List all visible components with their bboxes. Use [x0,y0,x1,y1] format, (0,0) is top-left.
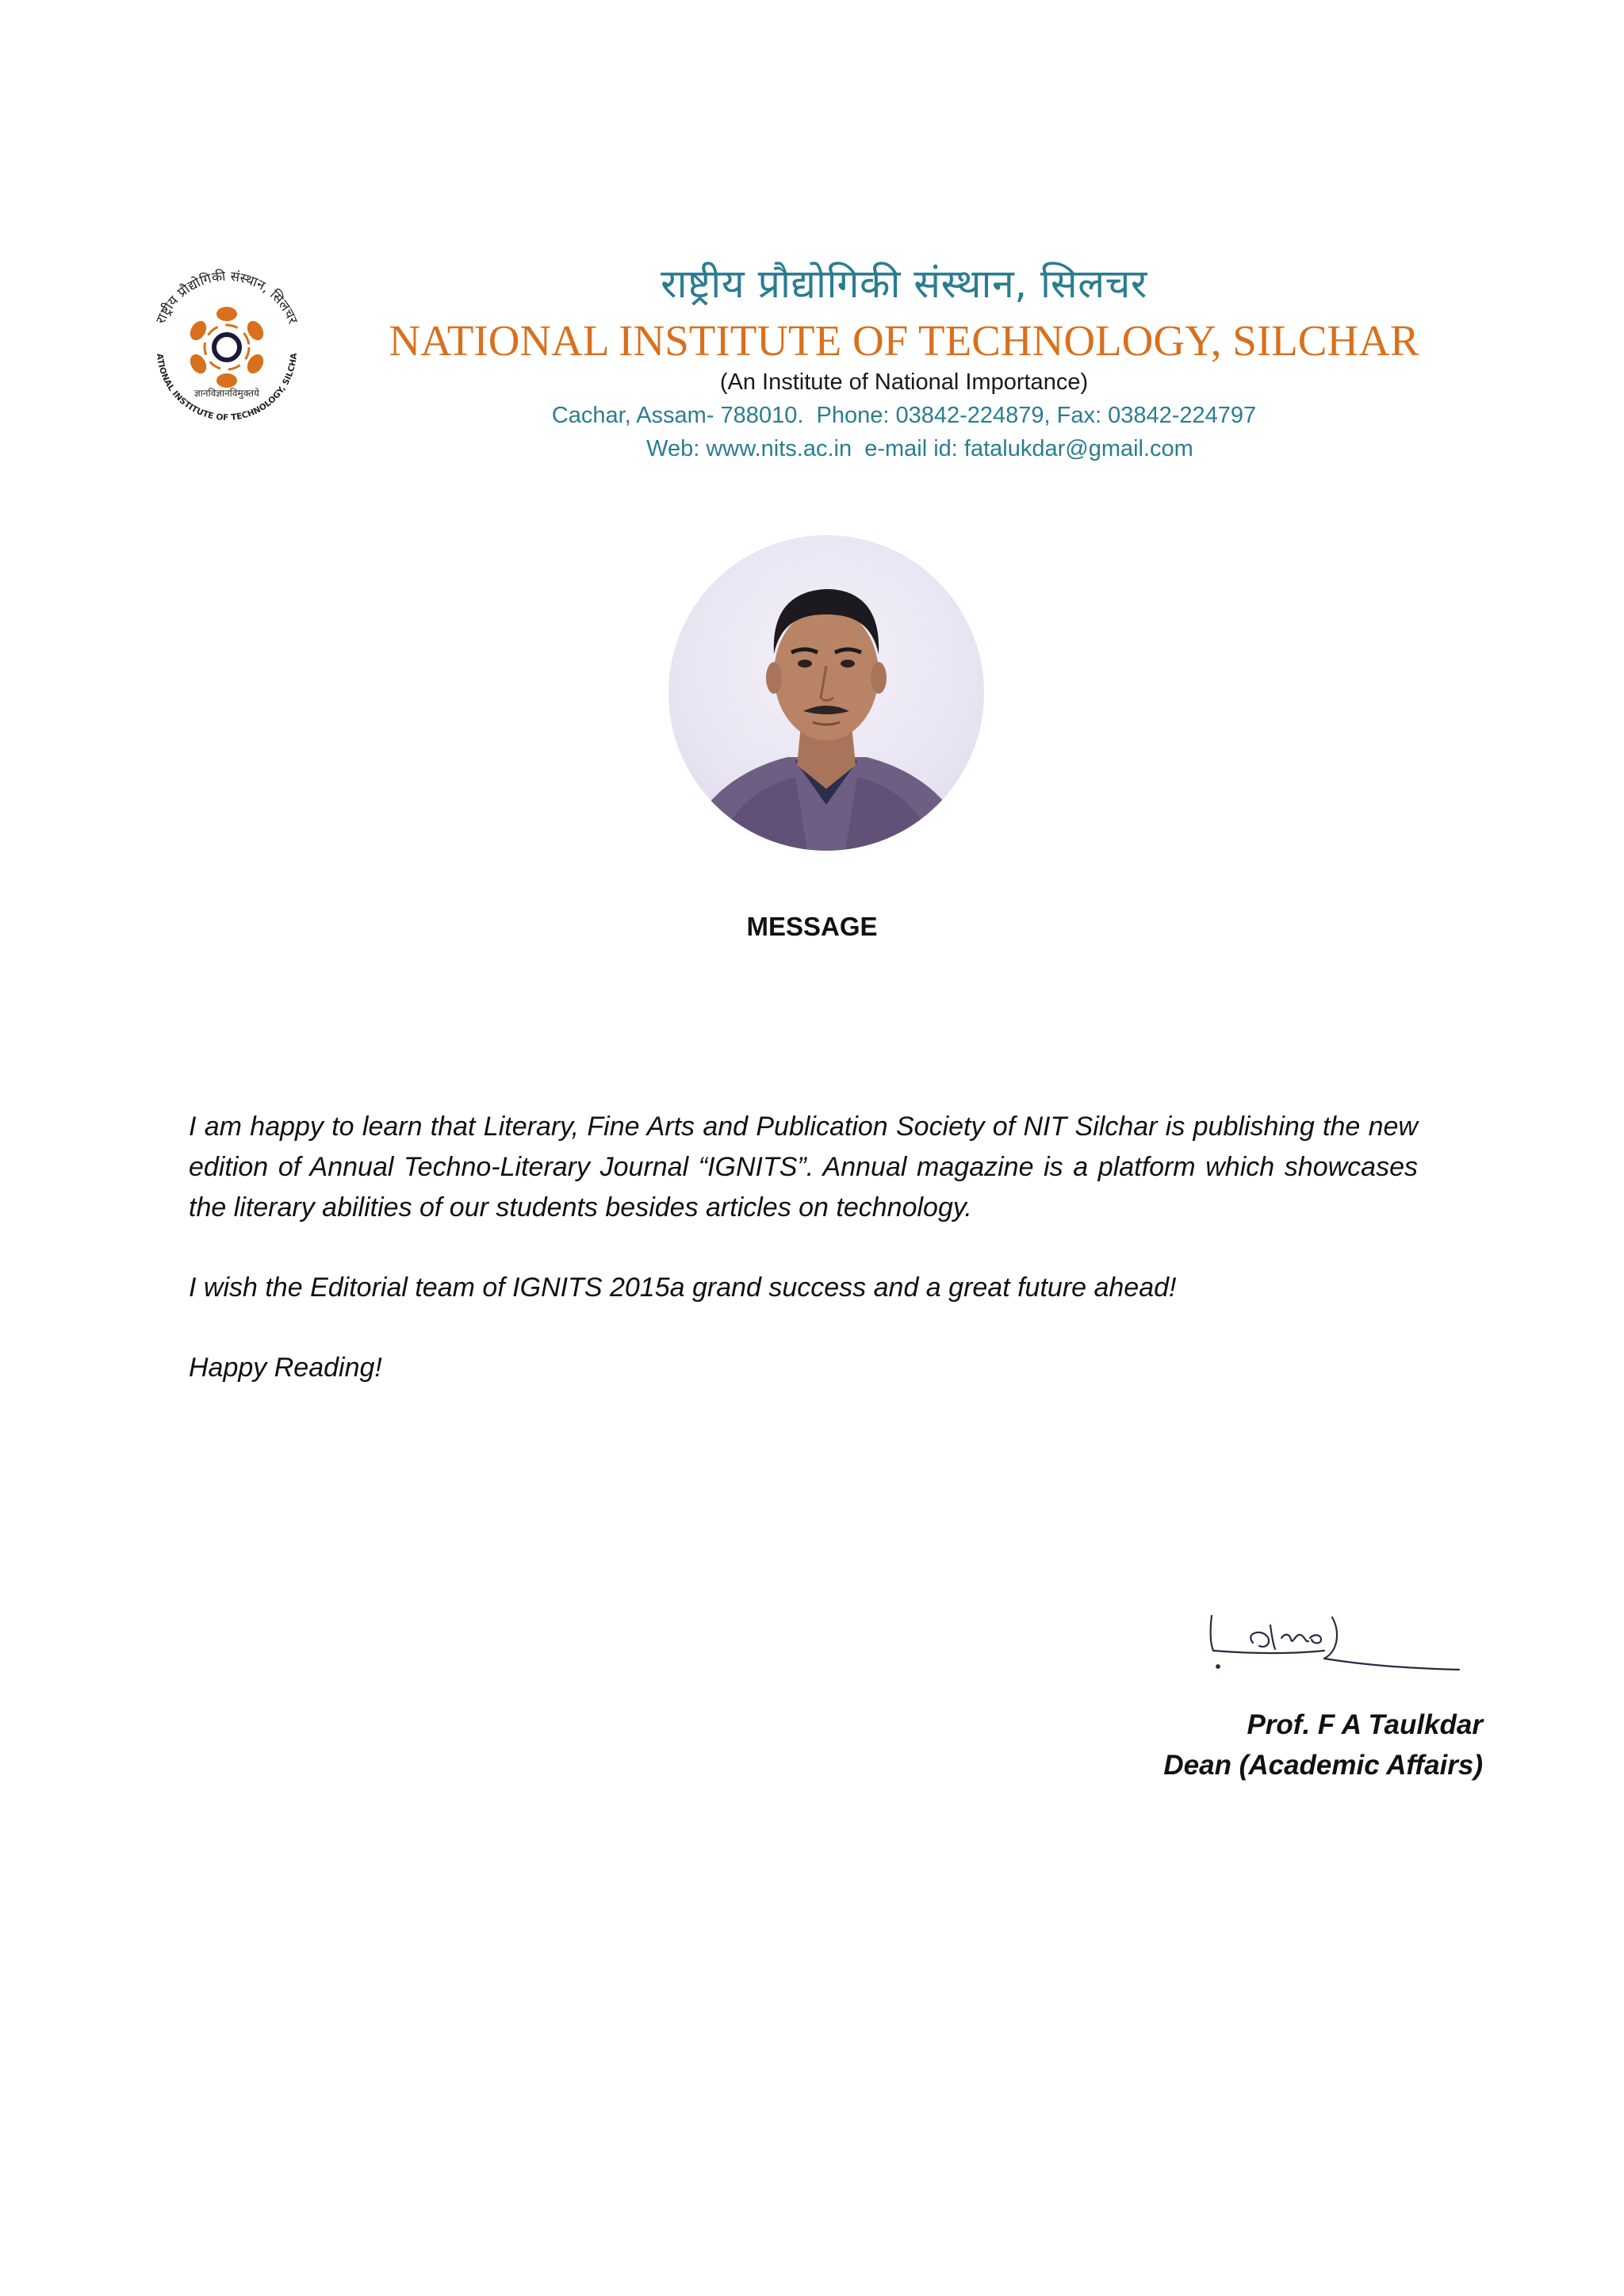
institute-hindi-title: राष्ट्रीय प्रौद्योगिकी संस्थान, सिलचर [661,261,1147,307]
signatory-title: Dean (Academic Affairs) [1163,1750,1483,1781]
message-body [189,1107,1418,1388]
message-paragraph: I am happy to learn that Literary, Fine Arts and Publication Society of NIT Silchar is publishing the new edition of Annual Techno-Literary Journal “IGNITS”. Annual magazine is a platform which showcases the literary abilities of our students besides articles on technology. [189,1112,1418,1223]
institute-subtitle: (An Institute of National Importance) [719,369,1089,395]
message-heading: MESSAGE [746,912,878,941]
message-paragraph: Happy Reading! [189,1353,382,1383]
logo-emblem-icon [141,262,312,433]
institute-english-title: NATIONAL INSTITUTE OF TECHNOLOGY, SILCHAR [389,316,1419,365]
contact-web-email: Web: www.nits.ac.in e-mail id: fatalukdar@gmail.com [646,436,1193,461]
institute-logo [141,262,312,433]
signatory-name: Prof. F A Taulkdar [1247,1709,1483,1740]
logo-top-text: राष्ट्रीय प्रौद्योगिकी संस्थान, सिलचर [153,268,301,327]
message-paragraph: I wish the Editorial team of IGNITS 2015a grand success and a great future ahead! [189,1272,1177,1303]
contact-address-phone: Cachar, Assam- 788010. Phone: 03842-224879, Fax: 03842-224797 [551,403,1257,428]
dean-portrait [668,535,984,851]
logo-bottom-text: ATIONAL INSTITUTE OF TECHNOLOGY, SILCHA [155,352,300,423]
portrait-photo-icon [668,535,984,851]
logo-motto: ज्ञानविज्ञानविमुक्तये [194,388,259,399]
signature-icon [1205,1601,1467,1681]
handwritten-signature [1205,1601,1467,1681]
